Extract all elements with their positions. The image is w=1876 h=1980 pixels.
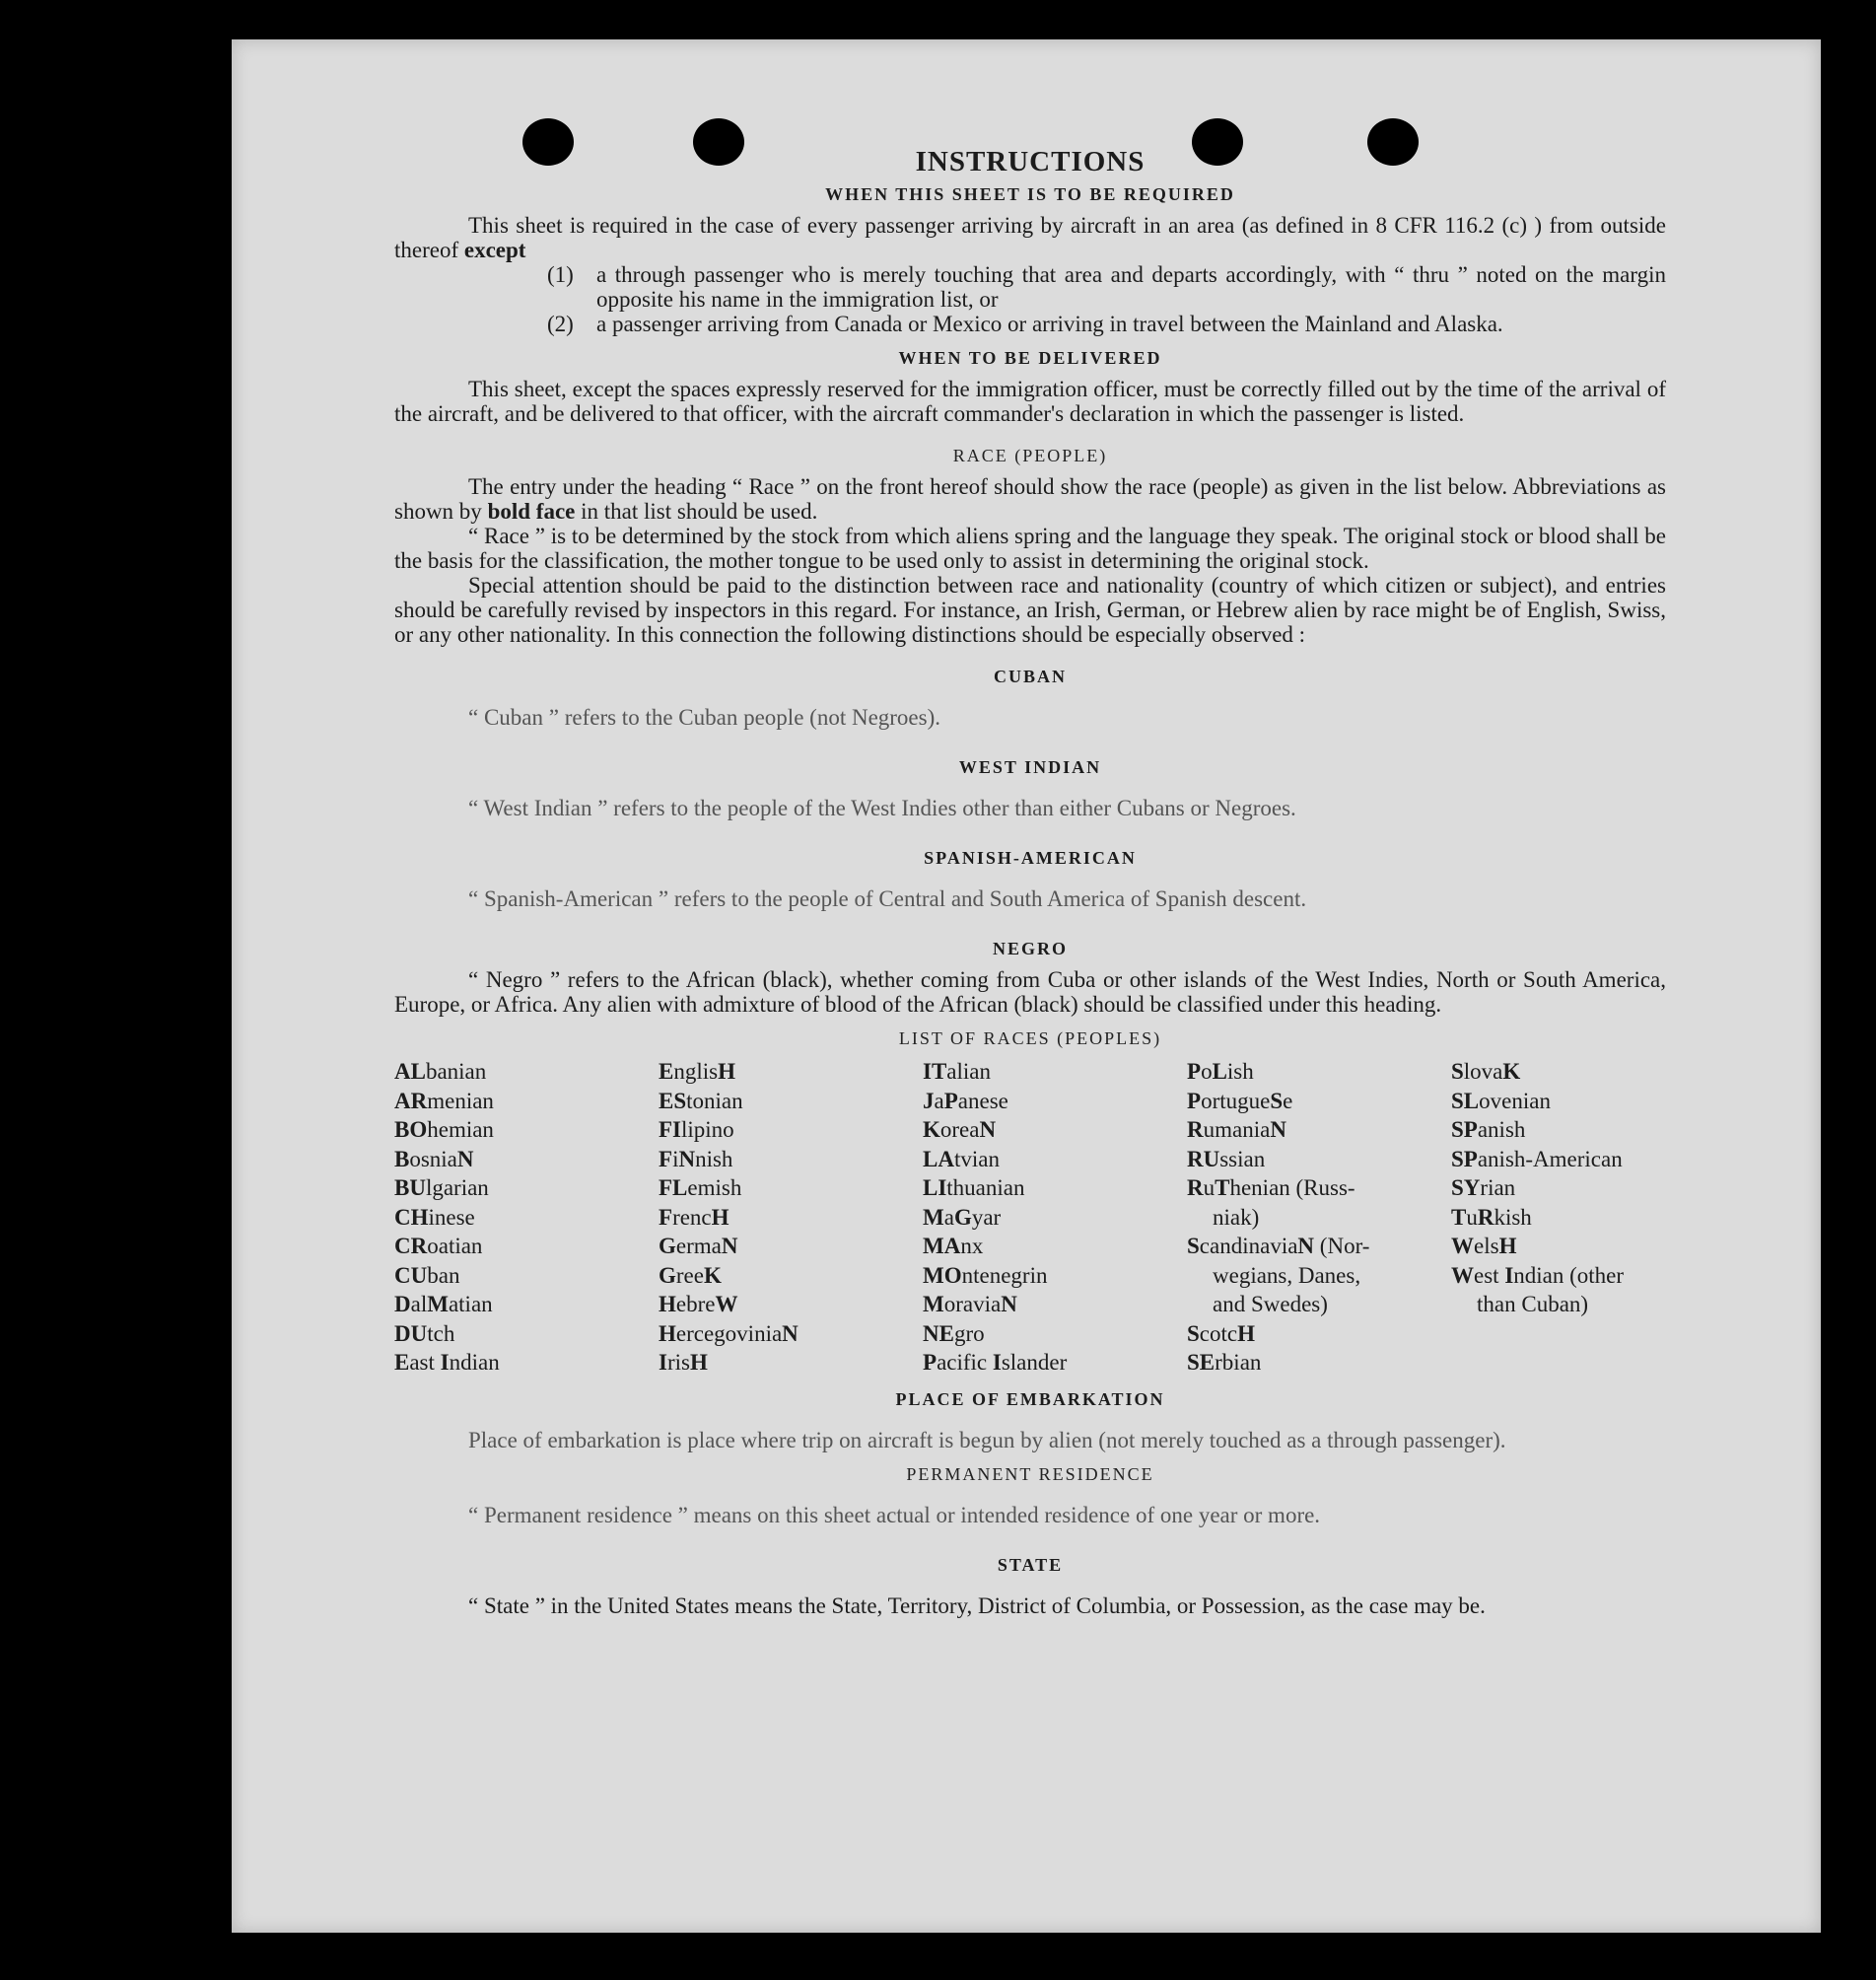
race-entry: ARmenian bbox=[394, 1088, 494, 1113]
race-entry: ScotcH bbox=[1187, 1320, 1255, 1346]
race-entry: West Indian (other bbox=[1451, 1262, 1625, 1288]
race-entry: FLemish bbox=[659, 1175, 742, 1200]
paragraph: “ Permanent residence ” means on this sheet actual or intended residence of one year or more. bbox=[468, 1502, 1321, 1527]
race-entry: FiNnish bbox=[659, 1146, 733, 1171]
race-entry: CRoatian bbox=[394, 1234, 483, 1258]
list-item: (2) a passenger arriving from Canada or Mexico or arriving in travel between the Mainland and Alaska. bbox=[547, 312, 1503, 336]
section-heading: NEGRO bbox=[992, 939, 1068, 958]
race-entry: SPanish bbox=[1451, 1117, 1526, 1142]
race-entry: FrencH bbox=[659, 1204, 730, 1230]
race-entry: ALbanian bbox=[394, 1059, 487, 1084]
race-entry: SYrian bbox=[1451, 1175, 1516, 1200]
race-entry: BosniaN bbox=[394, 1146, 474, 1171]
race-entry: SPanish-American bbox=[1451, 1146, 1623, 1171]
paragraph: Special attention should be paid to the distinction between race and nationality (country of which citizen or subject), and entries should be carefully revised by inspectors in this regard. For instance, an Irish, German, or Hebrew alien by race might be of English, Swiss, or any other nationality. In this connection the following distinctions should be especially observed : bbox=[394, 573, 1666, 647]
races-column bbox=[923, 1057, 1187, 1378]
race-entry: PortugueSe bbox=[1187, 1088, 1293, 1113]
races-column bbox=[1451, 1057, 1668, 1378]
section-heading: PLACE OF EMBARKATION bbox=[895, 1388, 1165, 1409]
race-entry: DalMatian bbox=[394, 1292, 493, 1316]
race-entry: SlovaK bbox=[1451, 1059, 1521, 1084]
section-heading: STATE bbox=[997, 1554, 1064, 1575]
paragraph: “ Cuban ” refers to the Cuban people (not Negroes). bbox=[468, 705, 941, 730]
race-entry: CUban bbox=[394, 1262, 460, 1288]
paragraph: “ Spanish-American ” refers to the people of Central and South America of Spanish descent. bbox=[468, 886, 1307, 911]
races-list bbox=[394, 1057, 1666, 1378]
race-entry: ScandinaviaN (Nor- bbox=[1187, 1234, 1370, 1258]
section-heading: WHEN TO BE DELIVERED bbox=[898, 348, 1162, 368]
paragraph: This sheet, except the spaces expressly reserved for the immigration officer, must be correctly filled out by the time of the arrival of the aircraft, and be delivered to that officer, with the aircraft commander's declaration in which the passenger is listed. bbox=[394, 377, 1666, 426]
race-entry: wegians, Danes, bbox=[1213, 1262, 1361, 1288]
race-entry: KoreaN bbox=[923, 1117, 997, 1142]
race-entry: RumaniaN bbox=[1187, 1117, 1286, 1142]
paragraph: The entry under the heading “ Race ” on the front hereof should show the race (people) as given in the list below. Abbreviations as shown by bold face in that list should be used. bbox=[394, 474, 1666, 524]
races-column bbox=[394, 1057, 659, 1378]
races-column bbox=[659, 1057, 923, 1378]
race-entry: GreeK bbox=[659, 1262, 722, 1288]
race-entry: MOntenegrin bbox=[923, 1262, 1048, 1288]
page-title: INSTRUCTIONS bbox=[915, 146, 1146, 177]
list-item: (1) a through passenger who is merely touching that area and departs accordingly, with “ thru ” noted on the margin opposite his name in the immigration list, or bbox=[547, 262, 1666, 312]
section-heading: RACE (PEOPLE) bbox=[952, 446, 1108, 465]
races-column bbox=[1187, 1057, 1451, 1378]
section-heading: SPANISH-AMERICAN bbox=[924, 848, 1137, 868]
paragraph: “ Negro ” refers to the African (black), whether coming from Cuba or other islands of the West Indies, North or South America, Europe, or Africa. Any alien with admixture of blood of the African (black) should be classified under this heading. bbox=[394, 967, 1666, 1017]
race-entry: East Indian bbox=[394, 1350, 500, 1375]
race-entry: GermaN bbox=[659, 1234, 738, 1258]
race-entry: JaPanese bbox=[923, 1088, 1008, 1113]
race-entry: EnglisH bbox=[659, 1059, 735, 1084]
race-entry: HebreW bbox=[659, 1292, 738, 1316]
race-entry: SErbian bbox=[1187, 1350, 1262, 1375]
section-heading: CUBAN bbox=[993, 667, 1067, 686]
race-entry: MoraviaN bbox=[923, 1292, 1017, 1316]
instructions-body bbox=[394, 146, 1666, 1618]
race-entry: NEgro bbox=[923, 1320, 985, 1346]
race-entry: EStonian bbox=[659, 1088, 743, 1113]
race-entry: niak) bbox=[1213, 1204, 1260, 1230]
race-entry: HercegoviniaN bbox=[659, 1320, 799, 1346]
section-heading: WEST INDIAN bbox=[958, 757, 1102, 777]
race-entry: PoLish bbox=[1187, 1059, 1254, 1084]
race-entry: than Cuban) bbox=[1477, 1292, 1589, 1316]
race-entry: Pacific Islander bbox=[923, 1350, 1068, 1375]
section-heading: WHEN THIS SHEET IS TO BE REQUIRED bbox=[825, 184, 1235, 204]
section-heading: LIST OF RACES (PEOPLES) bbox=[898, 1028, 1162, 1048]
section-heading: PERMANENT RESIDENCE bbox=[906, 1463, 1154, 1484]
paragraph: “ Race ” is to be determined by the stock from which aliens spring and the language they speak. The original stock or blood shall be the basis for the classification, the mother tongue to be used only to assist in determining the original stock. bbox=[394, 524, 1666, 573]
race-entry: and Swedes) bbox=[1213, 1292, 1328, 1316]
race-entry: ITalian bbox=[923, 1059, 991, 1084]
paragraph: Place of embarkation is place where trip on aircraft is begun by alien (not merely touched as a through passenger). bbox=[468, 1427, 1506, 1452]
race-entry: LAtvian bbox=[923, 1146, 1000, 1171]
race-entry: BUlgarian bbox=[394, 1175, 489, 1200]
document-page bbox=[232, 39, 1821, 1933]
race-entry: BOhemian bbox=[394, 1117, 494, 1142]
race-entry: RUssian bbox=[1187, 1146, 1266, 1171]
race-entry: CHinese bbox=[394, 1204, 475, 1230]
race-entry: RuThenian (Russ- bbox=[1187, 1175, 1355, 1200]
race-entry: DUtch bbox=[394, 1320, 455, 1346]
race-entry: LIthuanian bbox=[923, 1175, 1025, 1200]
race-entry: WelsH bbox=[1451, 1234, 1517, 1258]
race-entry: IrisH bbox=[659, 1350, 708, 1375]
race-entry: FIlipino bbox=[659, 1117, 734, 1142]
race-entry: SLovenian bbox=[1451, 1088, 1551, 1113]
race-entry: TuRkish bbox=[1451, 1204, 1532, 1230]
paragraph: This sheet is required in the case of every passenger arriving by aircraft in an area (as defined in 8 CFR 116.2 (c) ) from outside thereof except bbox=[394, 213, 1666, 262]
paragraph: “ State ” in the United States means the State, Territory, District of Columbia, or Possession, as the case may be. bbox=[468, 1592, 1486, 1618]
race-entry: MaGyar bbox=[923, 1204, 1002, 1230]
paragraph: “ West Indian ” refers to the people of the West Indies other than either Cubans or Negroes. bbox=[468, 796, 1296, 820]
race-entry: MAnx bbox=[923, 1234, 984, 1258]
